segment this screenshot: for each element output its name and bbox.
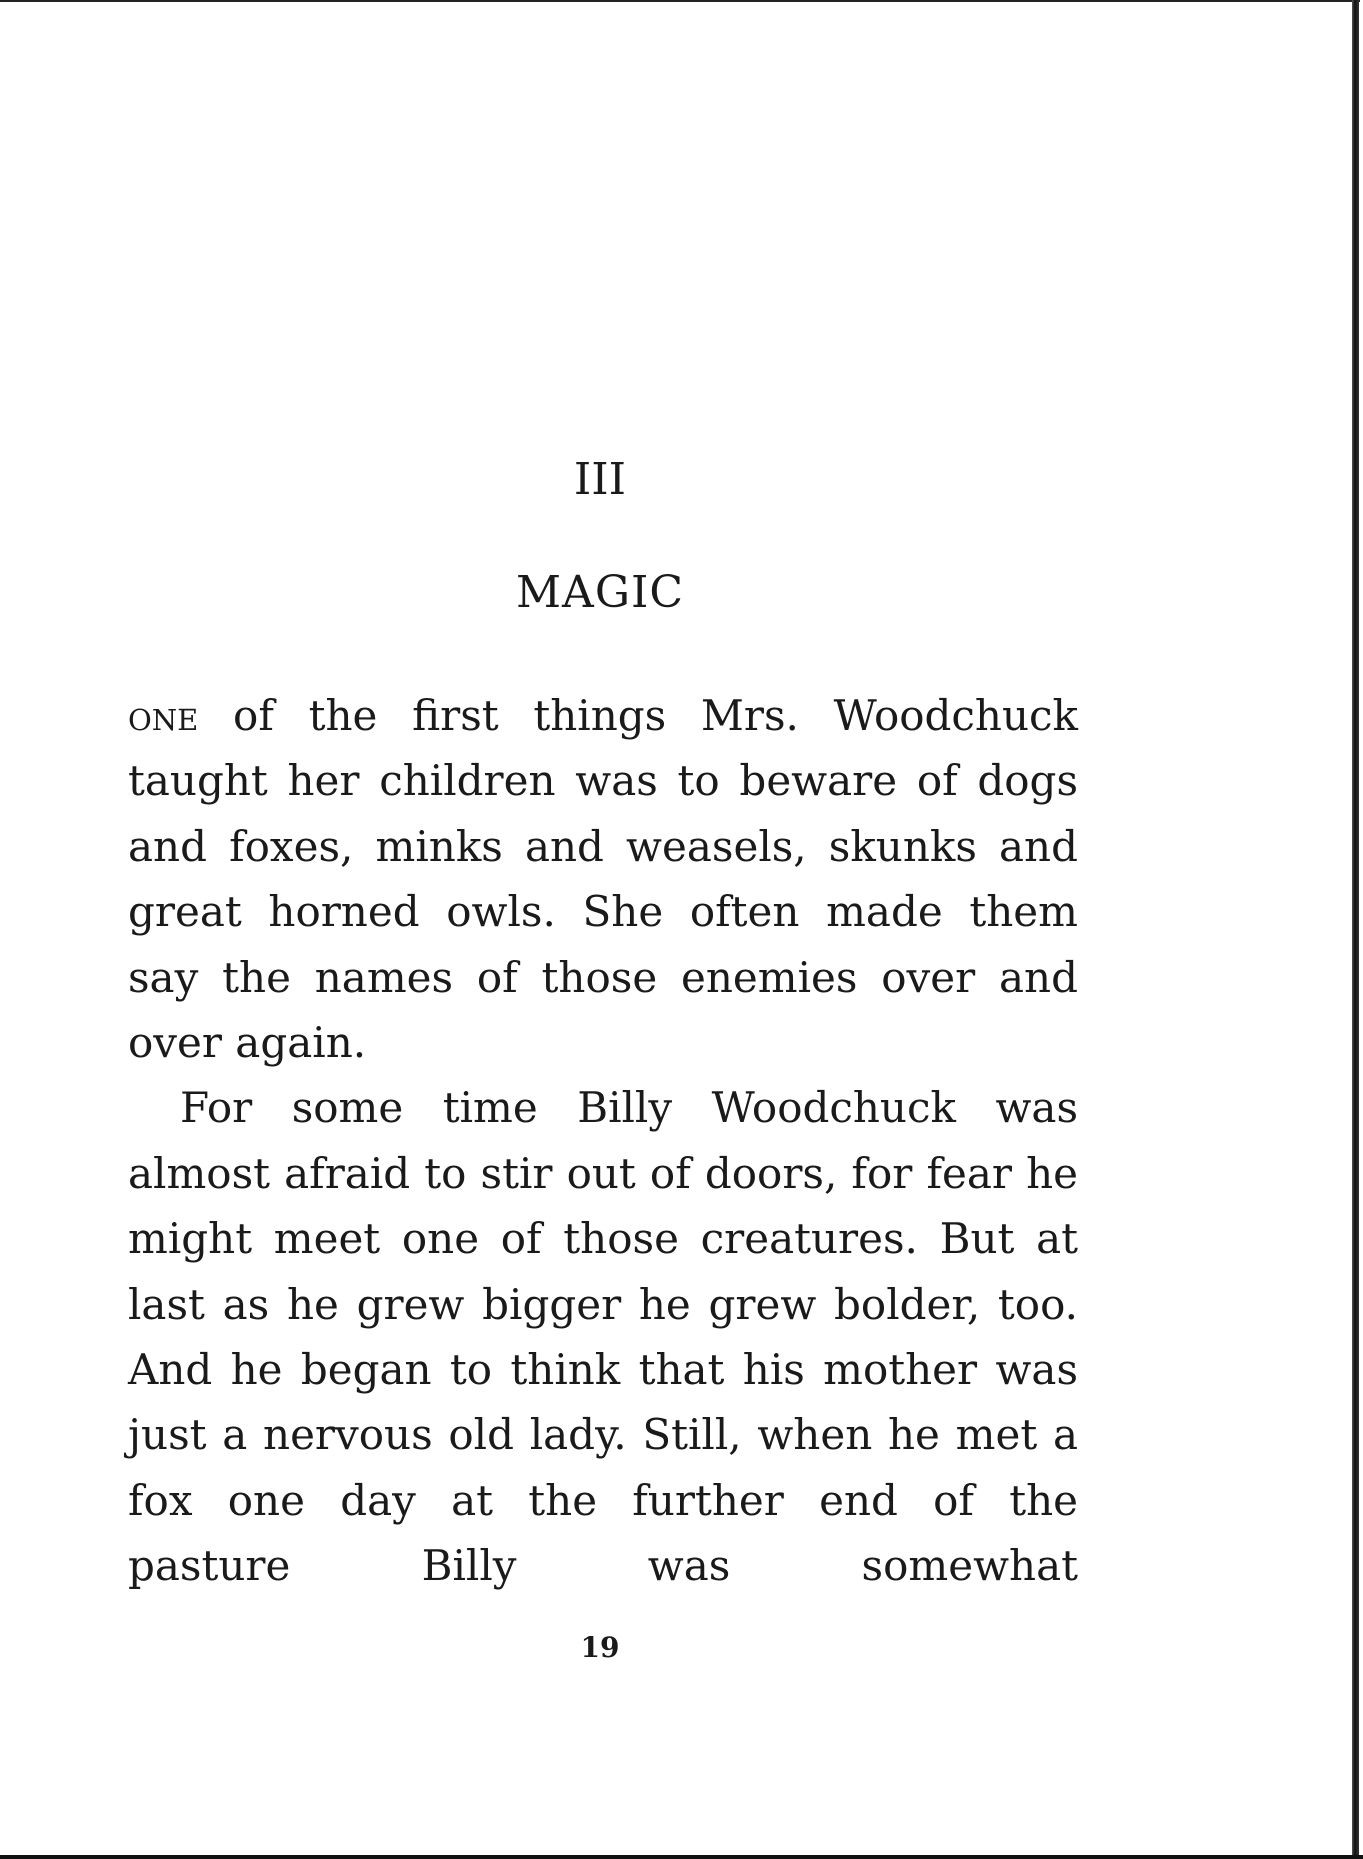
chapter-title: MAGIC	[515, 567, 685, 618]
page-top-edge	[0, 0, 1360, 2]
paragraph-2: For some time Billy Woodchuck was almost afraid to stir out of doors, for fear he might meet one of those creatures. But at last as he grew bigger he grew bolder, too. And he began to think that his mother was just a nervous old lady. Still, when he met a fox one day at the further end of the pasture Billy was somewhat	[128, 1083, 1078, 1591]
page-bottom-edge	[0, 1855, 1363, 1859]
chapter-number: III	[573, 454, 627, 505]
paragraph-1-text: of the first things Mrs. Woodchuck taught her children was to beware of dogs and foxes, minks and weasels, skunks and great horned owls. She often made them say the names of those enemies over and over again.	[128, 691, 1078, 1068]
paragraph-1-lead: one	[128, 691, 199, 740]
body-text	[128, 683, 1078, 1599]
page-number: 19	[580, 1631, 620, 1664]
page-right-edge	[1352, 0, 1359, 1859]
paragraph-1	[128, 683, 1078, 1075]
